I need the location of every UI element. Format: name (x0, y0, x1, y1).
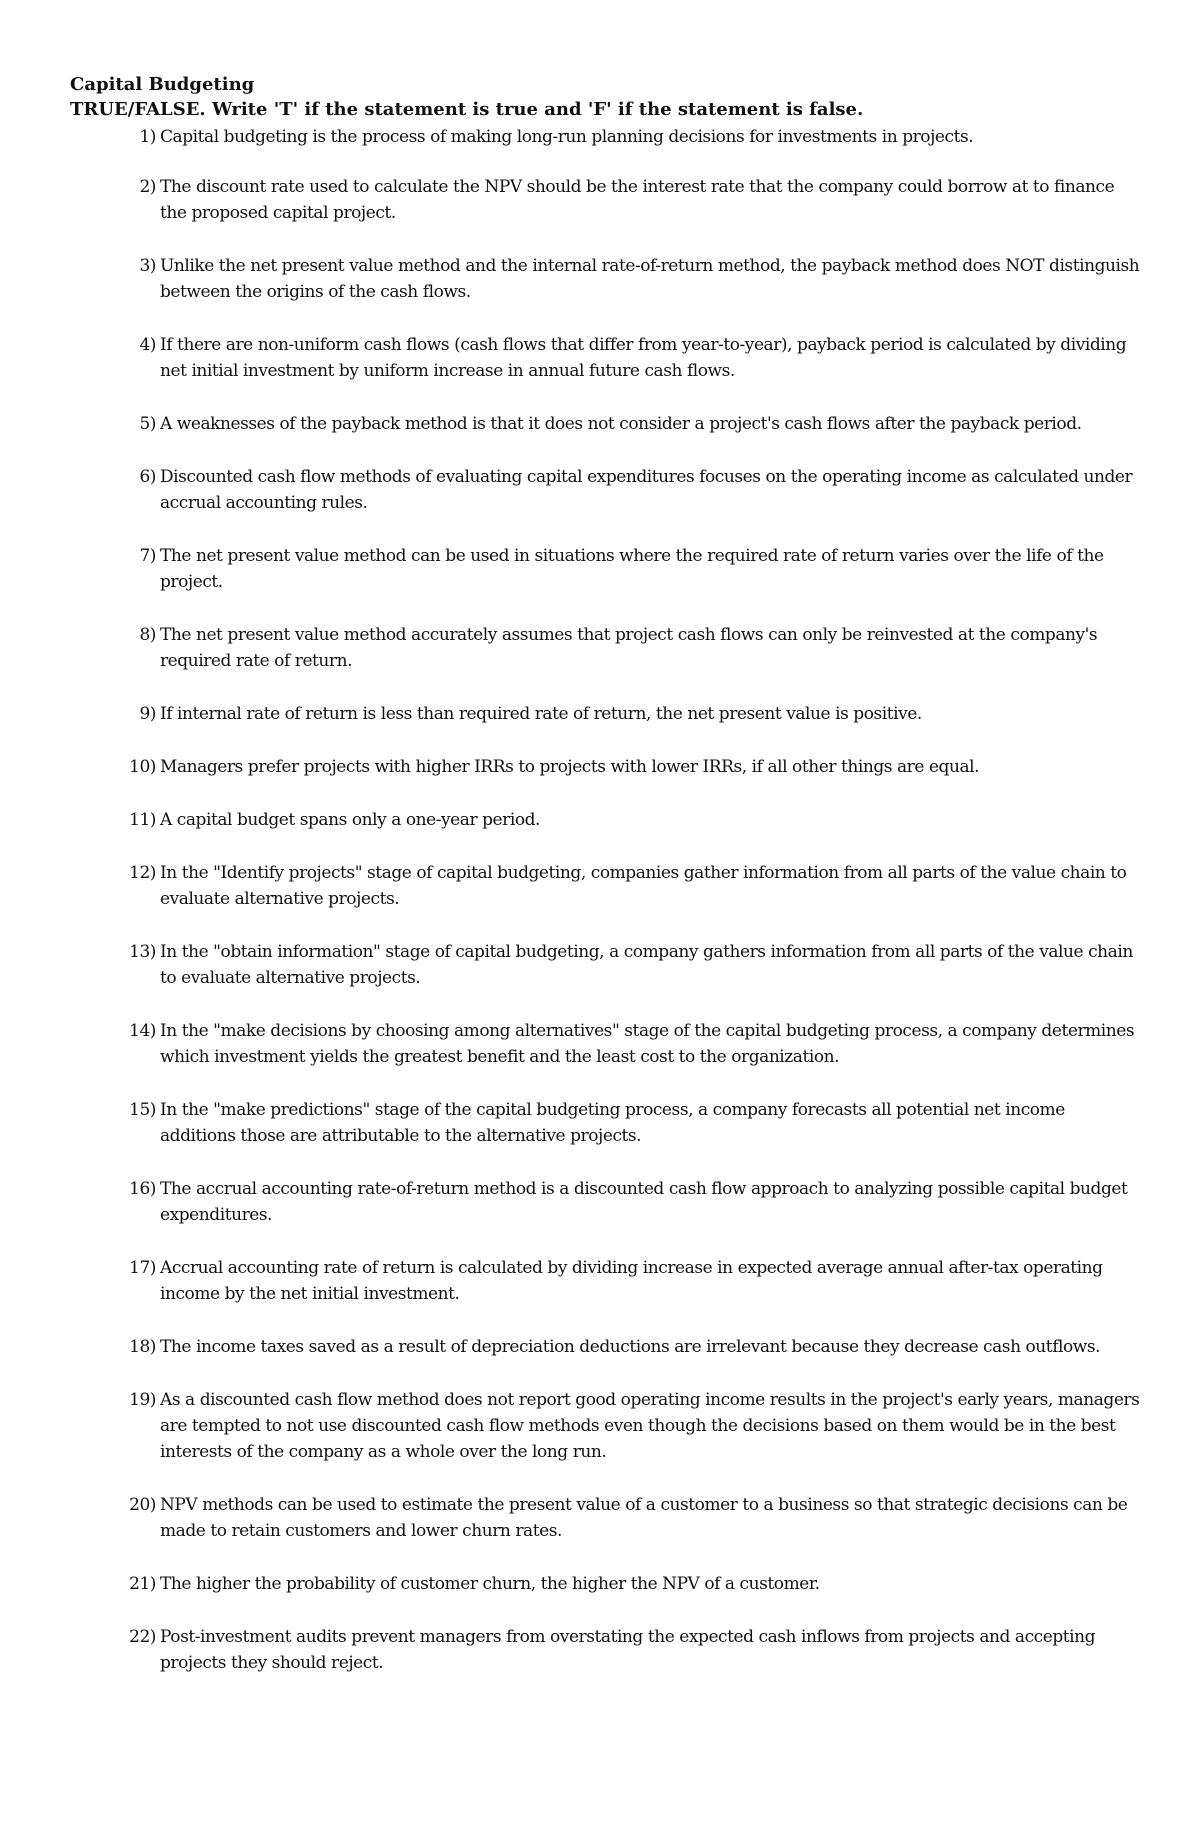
question-item (70, 124, 1140, 150)
question-item (70, 701, 1140, 727)
question-number: 16) (129, 1179, 156, 1199)
question-text: In the "Identify projects" stage of capital budgeting, companies gather information from all parts of the value chain to evaluate alternative projects. (160, 863, 1127, 909)
instructions: TRUE/FALSE. Write 'T' if the statement is true and 'F' if the statement is false. (70, 99, 864, 120)
question-number: 9) (139, 704, 156, 724)
question-number: 5) (139, 414, 156, 434)
question-text: The higher the probability of customer churn, the higher the NPV of a customer. (160, 1574, 820, 1594)
question-number: 10) (129, 757, 156, 777)
question-text: As a discounted cash flow method does not report good operating income results in the project's early years, managers are tempted to not use discounted cash flow methods even though the decisions based on them would be in the best interests of the company as a whole over the long run. (160, 1390, 1140, 1462)
question-item (70, 754, 1140, 780)
question-number: 12) (129, 863, 156, 883)
question-item (70, 1018, 1140, 1070)
question-number: 7) (139, 546, 156, 566)
question-item (70, 1097, 1140, 1149)
question-text: Capital budgeting is the process of making long-run planning decisions for investments in projects. (160, 127, 974, 147)
question-number: 14) (129, 1021, 156, 1041)
question-text: If internal rate of return is less than required rate of return, the net present value is positive. (160, 704, 922, 724)
question-item (70, 1255, 1140, 1307)
question-text: Managers prefer projects with higher IRRs to projects with lower IRRs, if all other things are equal. (160, 757, 980, 777)
question-number: 11) (129, 810, 156, 830)
question-text: In the "make predictions" stage of the capital budgeting process, a company forecasts all potential net income additions those are attributable to the alternative projects. (160, 1100, 1065, 1146)
question-number: 2) (139, 177, 156, 197)
question-text: The accrual accounting rate-of-return method is a discounted cash flow approach to analyzing possible capital budget expenditures. (160, 1179, 1128, 1225)
question-text: The income taxes saved as a result of depreciation deductions are irrelevant because they decrease cash outflows. (160, 1337, 1101, 1357)
question-text: In the "obtain information" stage of capital budgeting, a company gathers information from all parts of the value chain to evaluate alternative projects. (160, 942, 1133, 988)
question-number: 19) (129, 1390, 156, 1410)
question-item (70, 1624, 1140, 1676)
document-title: Capital Budgeting (70, 74, 255, 95)
question-text: NPV methods can be used to estimate the present value of a customer to a business so that strategic decisions can be made to retain customers and lower churn rates. (160, 1495, 1128, 1541)
question-number: 8) (139, 625, 156, 645)
question-item (70, 411, 1140, 437)
question-number: 20) (129, 1495, 156, 1515)
question-number: 22) (129, 1627, 156, 1647)
question-item (70, 1176, 1140, 1228)
question-item (70, 622, 1140, 674)
question-item (70, 332, 1140, 384)
question-item (70, 939, 1140, 991)
question-item (70, 1492, 1140, 1544)
question-number: 13) (129, 942, 156, 962)
question-number: 18) (129, 1337, 156, 1357)
question-text: Discounted cash flow methods of evaluating capital expenditures focuses on the operating income as calculated under accrual accounting rules. (160, 467, 1133, 513)
question-item (70, 464, 1140, 516)
question-text: Post-investment audits prevent managers from overstating the expected cash inflows from projects and accepting projects they should reject. (160, 1627, 1096, 1673)
question-list (70, 124, 1140, 1676)
question-text: The net present value method can be used in situations where the required rate of return varies over the life of the project. (160, 546, 1104, 592)
question-item (70, 1571, 1140, 1597)
question-text: The net present value method accurately assumes that project cash flows can only be reinvested at the company's required rate of return. (160, 625, 1098, 671)
question-text: A capital budget spans only a one-year period. (160, 810, 540, 830)
question-item (70, 1334, 1140, 1360)
question-text: The discount rate used to calculate the NPV should be the interest rate that the company could borrow at to finance the proposed capital project. (160, 177, 1115, 223)
question-text: Accrual accounting rate of return is calculated by dividing increase in expected average annual after-tax operating income by the net initial investment. (160, 1258, 1103, 1304)
question-number: 4) (139, 335, 156, 355)
question-text: In the "make decisions by choosing among alternatives" stage of the capital budgeting process, a company determines which investment yields the greatest benefit and the least cost to the organization. (160, 1021, 1135, 1067)
question-number: 1) (139, 127, 156, 147)
question-text: A weaknesses of the payback method is that it does not consider a project's cash flows after the payback period. (160, 414, 1082, 434)
question-number: 3) (139, 256, 156, 276)
question-item (70, 174, 1140, 226)
question-item (70, 543, 1140, 595)
question-number: 17) (129, 1258, 156, 1278)
question-text: If there are non-uniform cash flows (cash flows that differ from year-to-year), payback period is calculated by dividing net initial investment by uniform increase in annual future cash flows. (160, 335, 1127, 381)
question-text: Unlike the net present value method and the internal rate-of-return method, the payback method does NOT distinguish between the origins of the cash flows. (160, 256, 1140, 302)
question-item (70, 807, 1140, 833)
question-item (70, 1387, 1140, 1465)
question-item (70, 860, 1140, 912)
question-number: 15) (129, 1100, 156, 1120)
question-number: 21) (129, 1574, 156, 1594)
question-number: 6) (139, 467, 156, 487)
question-item (70, 253, 1140, 305)
